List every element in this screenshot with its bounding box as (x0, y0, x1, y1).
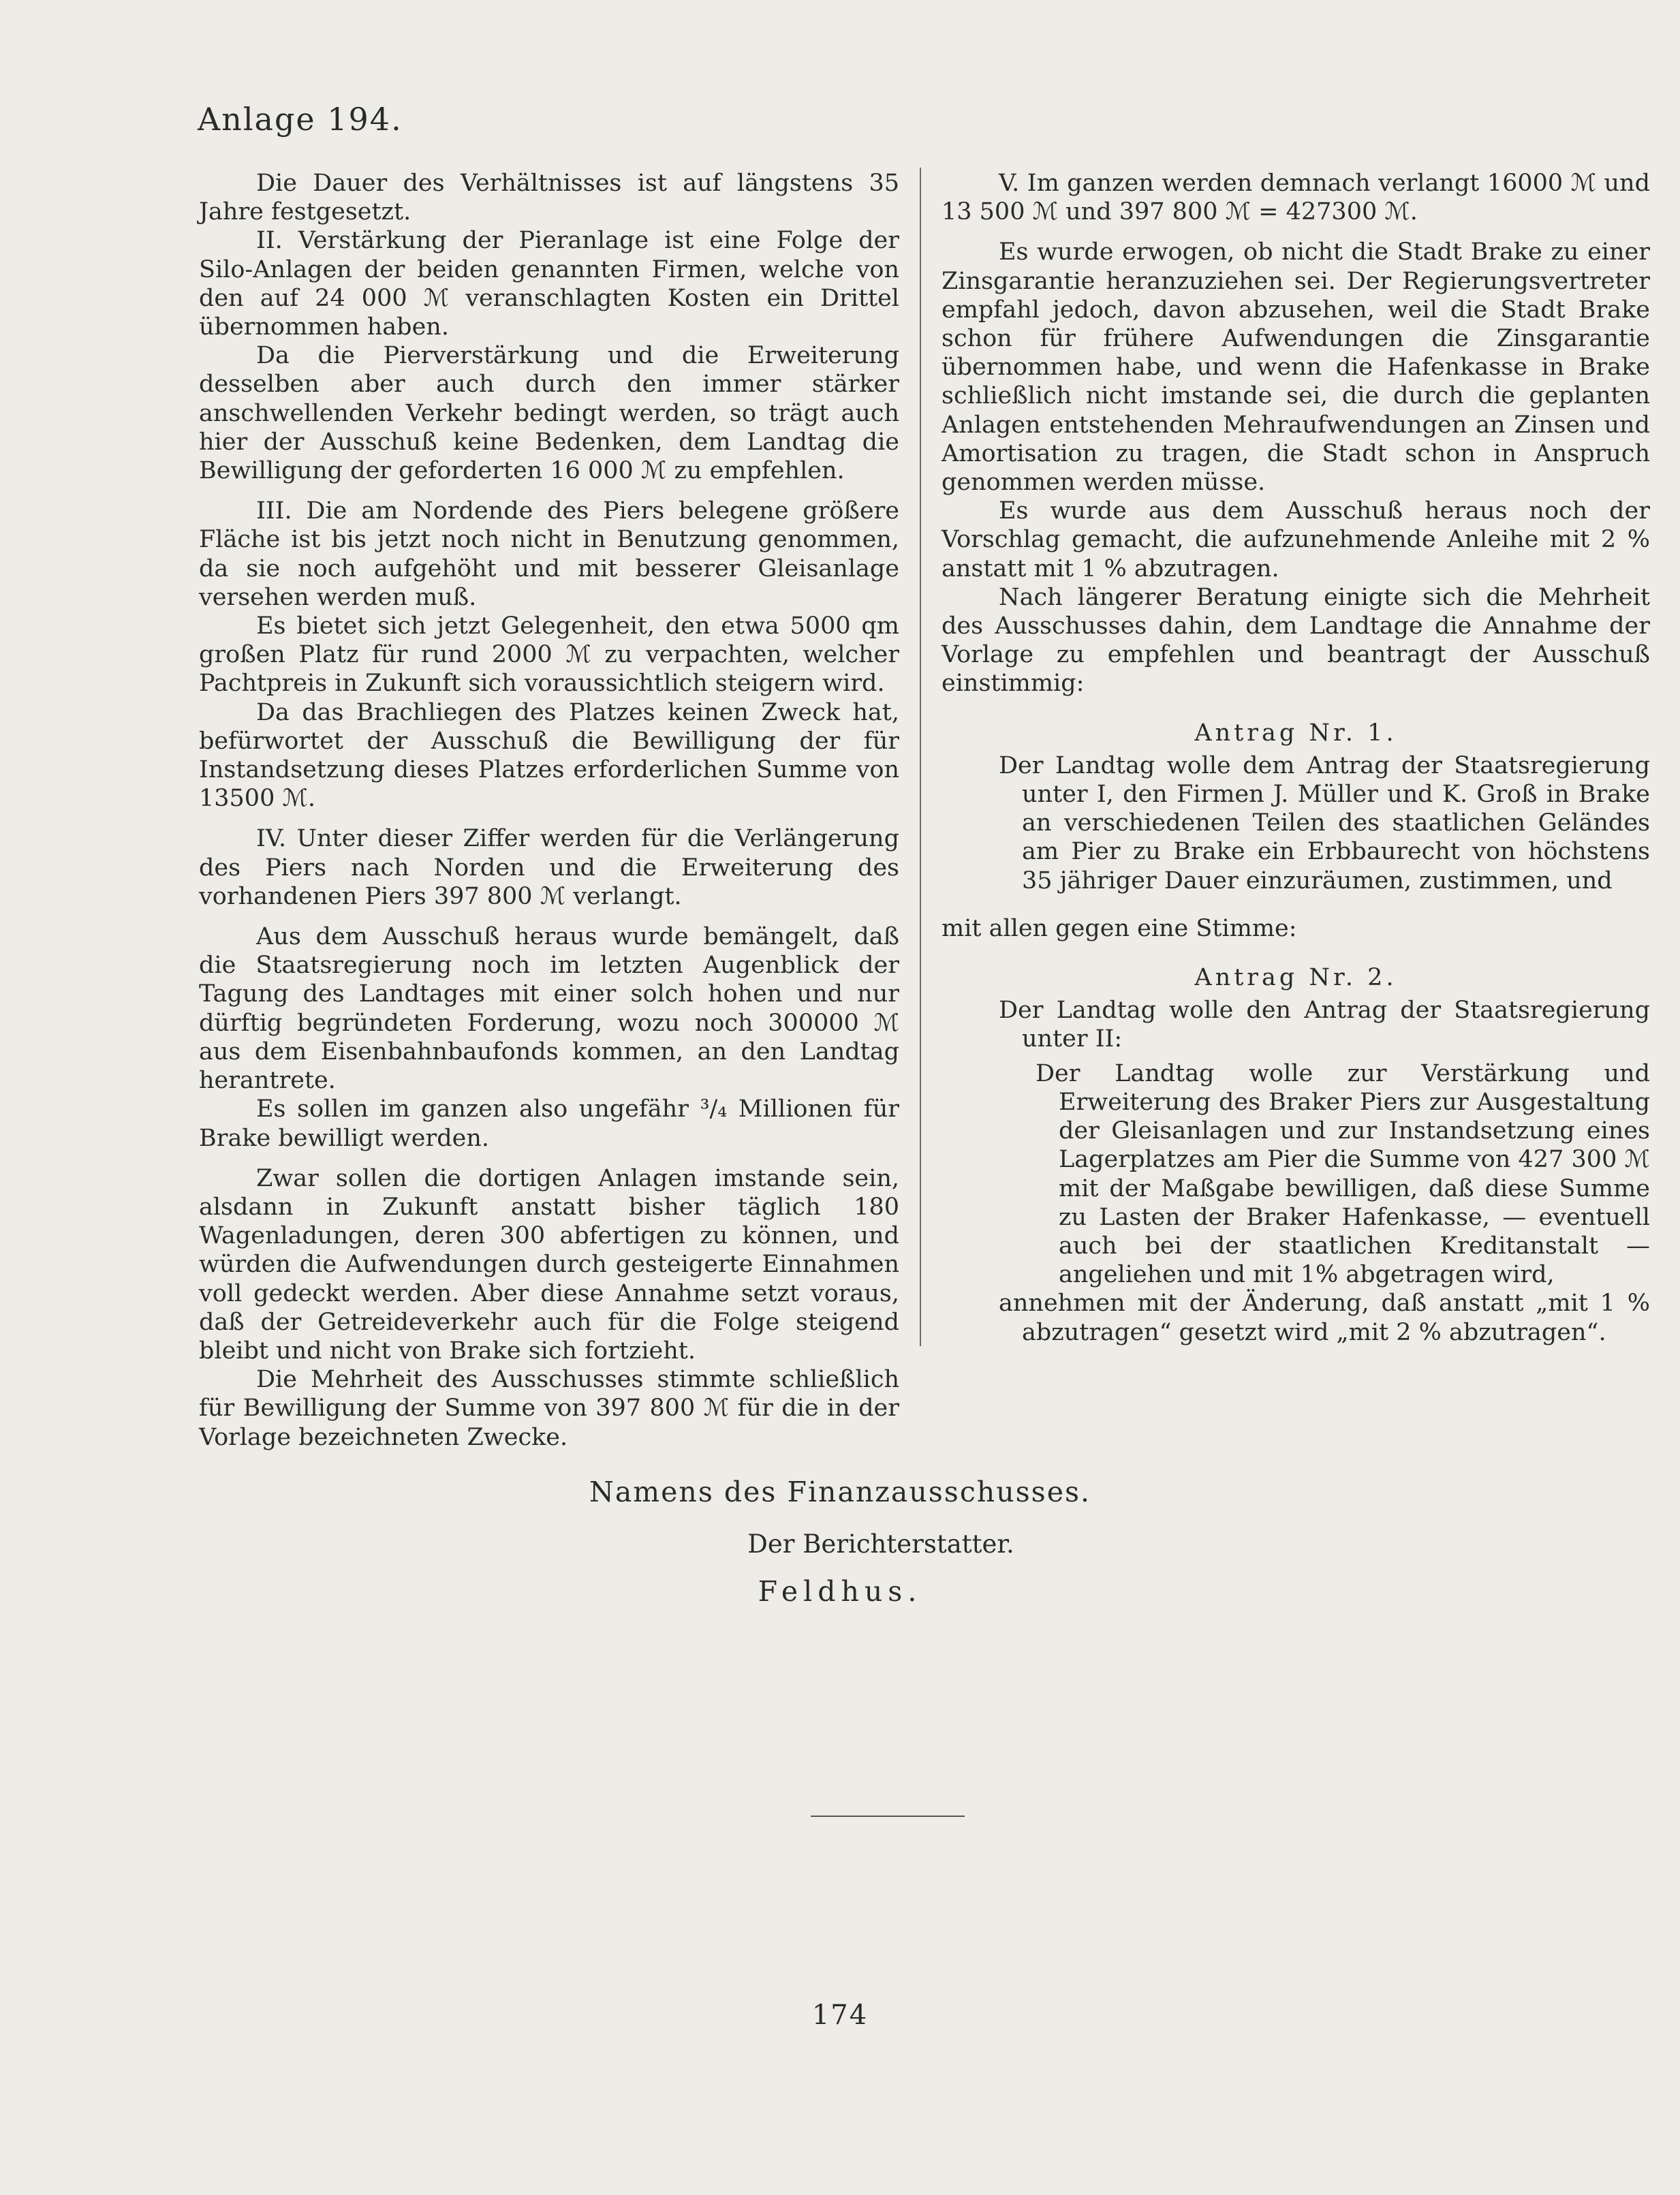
paragraph: III. Die am Nordende des Piers belegene größere Fläche ist bis jetzt noch nicht in Benutzung genommen, da sie noch aufgehöht und mit besserer Gleisanlage versehen werden muß. (199, 497, 899, 611)
rapporteur-label: Der Berichterstatter. (747, 1529, 1014, 1559)
paragraph: Die Dauer des Verhältnisses ist auf längstens 35 Jahre festgesetzt. (199, 170, 899, 226)
paragraph: V. Im ganzen werden demnach verlangt 16000 ℳ und 13 500 ℳ und 397 800 ℳ = 427300 ℳ. (942, 170, 1650, 226)
paragraph: Es bietet sich jetzt Gelegenheit, den etwa 5000 qm großen Platz für rund 2000 ℳ zu verpachten, welcher Pachtpreis in Zukunft sich voraussichtlich steigern wird. (199, 612, 899, 698)
paragraph: Es sollen im ganzen also ungefähr ³/₄ Millionen für Brake bewilligt werden. (199, 1095, 899, 1152)
committee-name: Namens des Finanzausschusses. (589, 1476, 1091, 1508)
left-column (199, 169, 899, 1452)
motion-quote: Der Landtag wolle zur Verstärkung und Erweiterung des Braker Piers zur Ausgestaltung der Gleisanlagen und zur Instandsetzung eines Lagerplatzes am Pier die Summe von 427 300 ℳ mit der Maßgabe bewilligen, daß diese Summe zu Lasten der Braker Hafenkasse, — eventuell auch bei der staatlichen Kreditanstalt — angeliehen und mit 1% abgetragen wird, (1036, 1059, 1650, 1289)
paragraph: II. Verstärkung der Pieranlage ist eine Folge der Silo-Anlagen der beiden genannten Firmen, welche von den auf 24 000 ℳ veranschlagten Kosten ein Drittel übernommen haben. (199, 227, 899, 341)
motion-closing: annehmen mit der Änderung, daß anstatt „mit 1 % abzutragen“ gesetzt wird „mit 2 % abzutragen“. (999, 1290, 1650, 1346)
motion-text: Der Landtag wolle dem Antrag der Staatsregierung unter I, den Firmen J. Müller und K. Groß in Brake an verschiedenen Teilen des staatlichen Geländes am Pier zu Brake ein Erbbaurecht von höchstens 35 jähriger Dauer einzuräumen, zustimmen, und (999, 751, 1650, 894)
signature: Feldhus. (758, 1575, 922, 1608)
motion-text: Der Landtag wolle den Antrag der Staatsregierung unter II: (999, 997, 1650, 1053)
motion-title: Antrag Nr. 1. (1194, 719, 1397, 747)
annex-header: Anlage 194. (198, 101, 403, 138)
paragraph: Da das Brachliegen des Platzes keinen Zweck hat, befürwortet der Ausschuß die Bewilligung der für Instandsetzung dieses Platzes erforderlichen Summe von 13500 ℳ. (199, 698, 899, 813)
paragraph: Aus dem Ausschuß heraus wurde bemängelt, daß die Staatsregierung noch im letzten Augenblick der Tagung des Landtages mit einer solch hohen und nur dürftig begründeten Forderung, wozu noch 300000 ℳ aus dem Eisenbahnbaufonds kommen, an den Landtag herantrete. (199, 923, 899, 1095)
paragraph: Es wurde erwogen, ob nicht die Stadt Brake zu einer Zinsgarantie heranzuziehen sei. Der Regierungsvertreter empfahl jedoch, davon abzusehen, weil die Stadt Brake schon für frühere Aufwendungen die Zinsgarantie übernommen habe, und wenn die Hafenkasse in Brake schließlich nicht imstande sei, die durch die geplanten Anlagen entstehenden Mehraufwendungen an Zinsen und Amortisation zu tragen, die Stadt schon in Anspruch genommen werden müsse. (942, 238, 1650, 497)
right-column (942, 169, 1650, 1347)
paragraph: Zwar sollen die dortigen Anlagen imstande sein, alsdann in Zukunft anstatt bisher täglich 180 Wagenladungen, deren 300 abfertigen zu können, und würden die Aufwendungen durch gesteigerte Einnahmen voll gedeckt werden. Aber diese Annahme setzt voraus, daß der Getreideverkehr auch für die Folge steigend bleibt und nicht von Brake sich fortzieht. (199, 1164, 899, 1365)
horizontal-rule (811, 1816, 965, 1817)
page-number: 174 (811, 1999, 869, 2031)
column-divider (920, 168, 921, 1346)
paragraph: Es wurde aus dem Ausschuß heraus noch der Vorschlag gemacht, die aufzunehmende Anleihe mit 2 % anstatt mit 1 % abzutragen. (942, 497, 1650, 582)
paragraph: Die Mehrheit des Ausschusses stimmte schließlich für Bewilligung der Summe von 397 800 ℳ für die in der Vorlage bezeichneten Zwecke. (199, 1366, 899, 1451)
paragraph: IV. Unter dieser Ziffer werden für die Verlängerung des Piers nach Norden und die Erweiterung des vorhandenen Piers 397 800 ℳ verlangt. (199, 825, 899, 910)
paragraph: Da die Pierverstärkung und die Erweiterung desselben aber auch durch den immer stärker anschwellenden Verkehr bedingt werden, so trägt auch hier der Ausschuß keine Bedenken, dem Landtag die Bewilligung der geforderten 16 000 ℳ zu empfehlen. (199, 342, 899, 485)
paragraph: Nach längerer Beratung einigte sich die Mehrheit des Ausschusses dahin, dem Landtage die Annahme der Vorlage zu empfehlen und beantragt der Ausschuß einstimmig: (942, 583, 1650, 698)
motion-title: Antrag Nr. 2. (1194, 964, 1397, 992)
motion-vote: mit allen gegen eine Stimme: (942, 914, 1297, 942)
